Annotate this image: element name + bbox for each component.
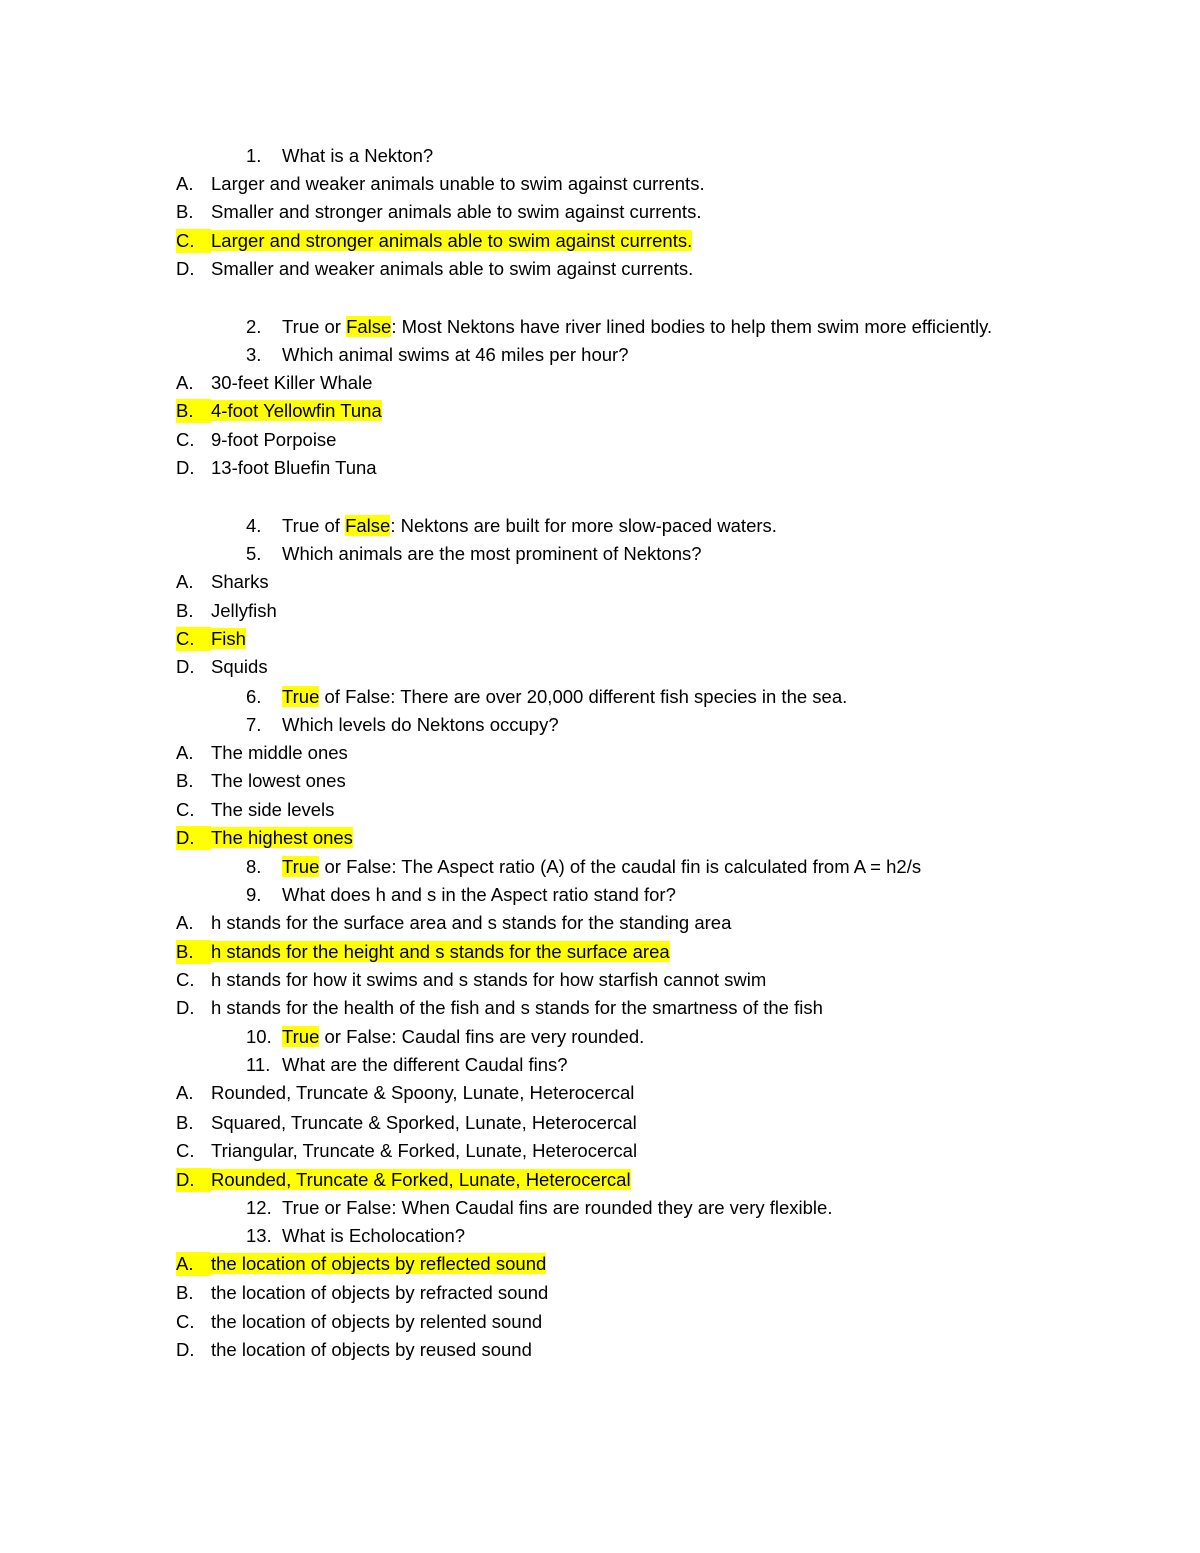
answer-option bbox=[176, 627, 246, 651]
option-letter: D. bbox=[176, 457, 195, 478]
highlighted-text: False bbox=[345, 515, 391, 536]
option-letter: D. bbox=[176, 997, 195, 1018]
text-segment: The middle ones bbox=[211, 742, 348, 763]
question-line bbox=[246, 315, 992, 339]
question-number: 10. bbox=[246, 1026, 272, 1047]
answer-option bbox=[176, 769, 346, 793]
answer-option bbox=[176, 911, 731, 935]
question-number: 1. bbox=[246, 145, 262, 166]
option-letter: B. bbox=[176, 770, 194, 791]
question-line bbox=[246, 883, 676, 907]
text-segment: Jellyfish bbox=[211, 600, 277, 621]
answer-option bbox=[176, 940, 670, 964]
question-line bbox=[246, 1025, 644, 1049]
option-letter: A. bbox=[176, 912, 194, 933]
answer-option bbox=[176, 456, 377, 480]
question-number: 11. bbox=[246, 1054, 271, 1075]
answer-option bbox=[176, 229, 692, 253]
question-line bbox=[246, 855, 921, 879]
option-letter: A. bbox=[176, 1082, 194, 1103]
question-line bbox=[246, 542, 702, 566]
highlighted-text: False bbox=[346, 316, 392, 337]
highlighted-text: Larger and stronger animals able to swim against currents. bbox=[211, 230, 693, 251]
option-letter: D. bbox=[176, 1339, 195, 1360]
answer-option bbox=[176, 371, 372, 395]
option-letter: B. bbox=[176, 600, 194, 621]
option-letter: B. bbox=[176, 201, 194, 222]
answer-option bbox=[176, 599, 277, 623]
text-segment: h stands for how it swims and s stands for how starfish cannot swim bbox=[211, 969, 767, 990]
text-segment: the location of objects by reused sound bbox=[211, 1339, 532, 1360]
option-letter: C. bbox=[176, 429, 195, 450]
question-line bbox=[246, 685, 847, 709]
text-segment: True or bbox=[282, 316, 347, 337]
option-letter: C. bbox=[176, 229, 211, 253]
text-segment: What are the different Caudal fins? bbox=[282, 1054, 568, 1075]
highlighted-text: h stands for the height and s stands for the surface area bbox=[211, 941, 670, 962]
question-number: 13. bbox=[246, 1225, 272, 1246]
highlighted-text: the location of objects by reflected sound bbox=[211, 1253, 547, 1274]
answer-option bbox=[176, 257, 693, 281]
answer-option bbox=[176, 1168, 631, 1192]
answer-option bbox=[176, 570, 269, 594]
text-segment: of False: There are over 20,000 different fish species in the sea. bbox=[319, 686, 848, 707]
answer-option bbox=[176, 655, 268, 679]
text-segment: Smaller and stronger animals able to swim against currents. bbox=[211, 201, 702, 222]
option-letter: A. bbox=[176, 173, 194, 194]
option-letter: D. bbox=[176, 258, 195, 279]
answer-option bbox=[176, 996, 823, 1020]
answer-option bbox=[176, 1111, 637, 1135]
answer-option bbox=[176, 1338, 532, 1362]
text-segment: the location of objects by relented sound bbox=[211, 1311, 543, 1332]
text-segment: h stands for the surface area and s stands for the standing area bbox=[211, 912, 732, 933]
question-number: 3. bbox=[246, 344, 262, 365]
text-segment: Triangular, Truncate & Forked, Lunate, Heterocercal bbox=[211, 1140, 638, 1161]
option-letter: C. bbox=[176, 799, 195, 820]
option-letter: D. bbox=[176, 656, 195, 677]
question-number: 9. bbox=[246, 884, 262, 905]
text-segment: : Nektons are built for more slow-paced waters. bbox=[390, 515, 777, 536]
answer-option bbox=[176, 968, 766, 992]
question-line bbox=[246, 343, 629, 367]
highlighted-text: 4-foot Yellowfin Tuna bbox=[211, 400, 382, 421]
question-number: 4. bbox=[246, 515, 262, 536]
text-segment: Squared, Truncate & Sporked, Lunate, Heterocercal bbox=[211, 1112, 637, 1133]
option-letter: A. bbox=[176, 742, 194, 763]
option-letter: B. bbox=[176, 1112, 194, 1133]
text-segment: Larger and weaker animals unable to swim against currents. bbox=[211, 173, 705, 194]
question-line bbox=[246, 1224, 465, 1248]
text-segment: Which animals are the most prominent of Nektons? bbox=[282, 543, 702, 564]
text-segment: Sharks bbox=[211, 571, 269, 592]
question-number: 7. bbox=[246, 714, 262, 735]
option-letter: C. bbox=[176, 969, 195, 990]
text-segment: 30-feet Killer Whale bbox=[211, 372, 373, 393]
option-letter: A. bbox=[176, 372, 194, 393]
question-line bbox=[246, 1196, 832, 1220]
highlighted-text: Fish bbox=[211, 628, 246, 649]
text-segment: True or False: When Caudal fins are rounded they are very flexible. bbox=[282, 1197, 833, 1218]
text-segment: 13-foot Bluefin Tuna bbox=[211, 457, 377, 478]
text-segment: or False: The Aspect ratio (A) of the caudal fin is calculated from A = h2/s bbox=[319, 856, 922, 877]
highlighted-text: True bbox=[282, 686, 320, 707]
text-segment: True of bbox=[282, 515, 346, 536]
option-letter: A. bbox=[176, 1252, 211, 1276]
text-segment: the location of objects by refracted sound bbox=[211, 1282, 549, 1303]
text-segment: : Most Nektons have river lined bodies to help them swim more efficiently. bbox=[391, 316, 993, 337]
answer-option bbox=[176, 1139, 637, 1163]
question-line bbox=[246, 713, 559, 737]
question-number: 12. bbox=[246, 1197, 272, 1218]
text-segment: Smaller and weaker animals able to swim against currents. bbox=[211, 258, 694, 279]
answer-option bbox=[176, 200, 701, 224]
option-letter: C. bbox=[176, 627, 211, 651]
highlighted-text: Rounded, Truncate & Forked, Lunate, Heterocercal bbox=[211, 1169, 631, 1190]
answer-option bbox=[176, 741, 348, 765]
option-letter: C. bbox=[176, 1311, 195, 1332]
question-line bbox=[246, 1053, 568, 1077]
highlighted-text: True bbox=[282, 856, 320, 877]
option-letter: B. bbox=[176, 940, 211, 964]
option-letter: D. bbox=[176, 1168, 211, 1192]
answer-option bbox=[176, 798, 334, 822]
highlighted-text: True bbox=[282, 1026, 320, 1047]
question-number: 5. bbox=[246, 543, 262, 564]
answer-option bbox=[176, 1252, 546, 1276]
question-line bbox=[246, 144, 433, 168]
question-number: 8. bbox=[246, 856, 262, 877]
option-letter: B. bbox=[176, 399, 211, 423]
text-segment: Squids bbox=[211, 656, 268, 677]
option-letter: D. bbox=[176, 826, 211, 850]
question-number: 2. bbox=[246, 316, 262, 337]
answer-option bbox=[176, 1310, 542, 1334]
text-segment: Rounded, Truncate & Spoony, Lunate, Heterocercal bbox=[211, 1082, 635, 1103]
answer-option bbox=[176, 1081, 634, 1105]
text-segment: or False: Caudal fins are very rounded. bbox=[319, 1026, 645, 1047]
answer-option bbox=[176, 428, 336, 452]
text-segment: h stands for the health of the fish and s stands for the smartness of the fish bbox=[211, 997, 823, 1018]
option-letter: C. bbox=[176, 1140, 195, 1161]
text-segment: 9-foot Porpoise bbox=[211, 429, 337, 450]
answer-option bbox=[176, 826, 353, 850]
answer-option bbox=[176, 172, 705, 196]
text-segment: Which animal swims at 46 miles per hour? bbox=[282, 344, 629, 365]
text-segment: The lowest ones bbox=[211, 770, 346, 791]
option-letter: B. bbox=[176, 1282, 194, 1303]
text-segment: What is Echolocation? bbox=[282, 1225, 466, 1246]
text-segment: Which levels do Nektons occupy? bbox=[282, 714, 559, 735]
highlighted-text: The highest ones bbox=[211, 827, 353, 848]
text-segment: What does h and s in the Aspect ratio stand for? bbox=[282, 884, 676, 905]
text-segment: The side levels bbox=[211, 799, 335, 820]
answer-option bbox=[176, 1281, 548, 1305]
question-line bbox=[246, 514, 777, 538]
text-segment: What is a Nekton? bbox=[282, 145, 434, 166]
question-number: 6. bbox=[246, 686, 262, 707]
answer-option bbox=[176, 399, 382, 423]
option-letter: A. bbox=[176, 571, 194, 592]
